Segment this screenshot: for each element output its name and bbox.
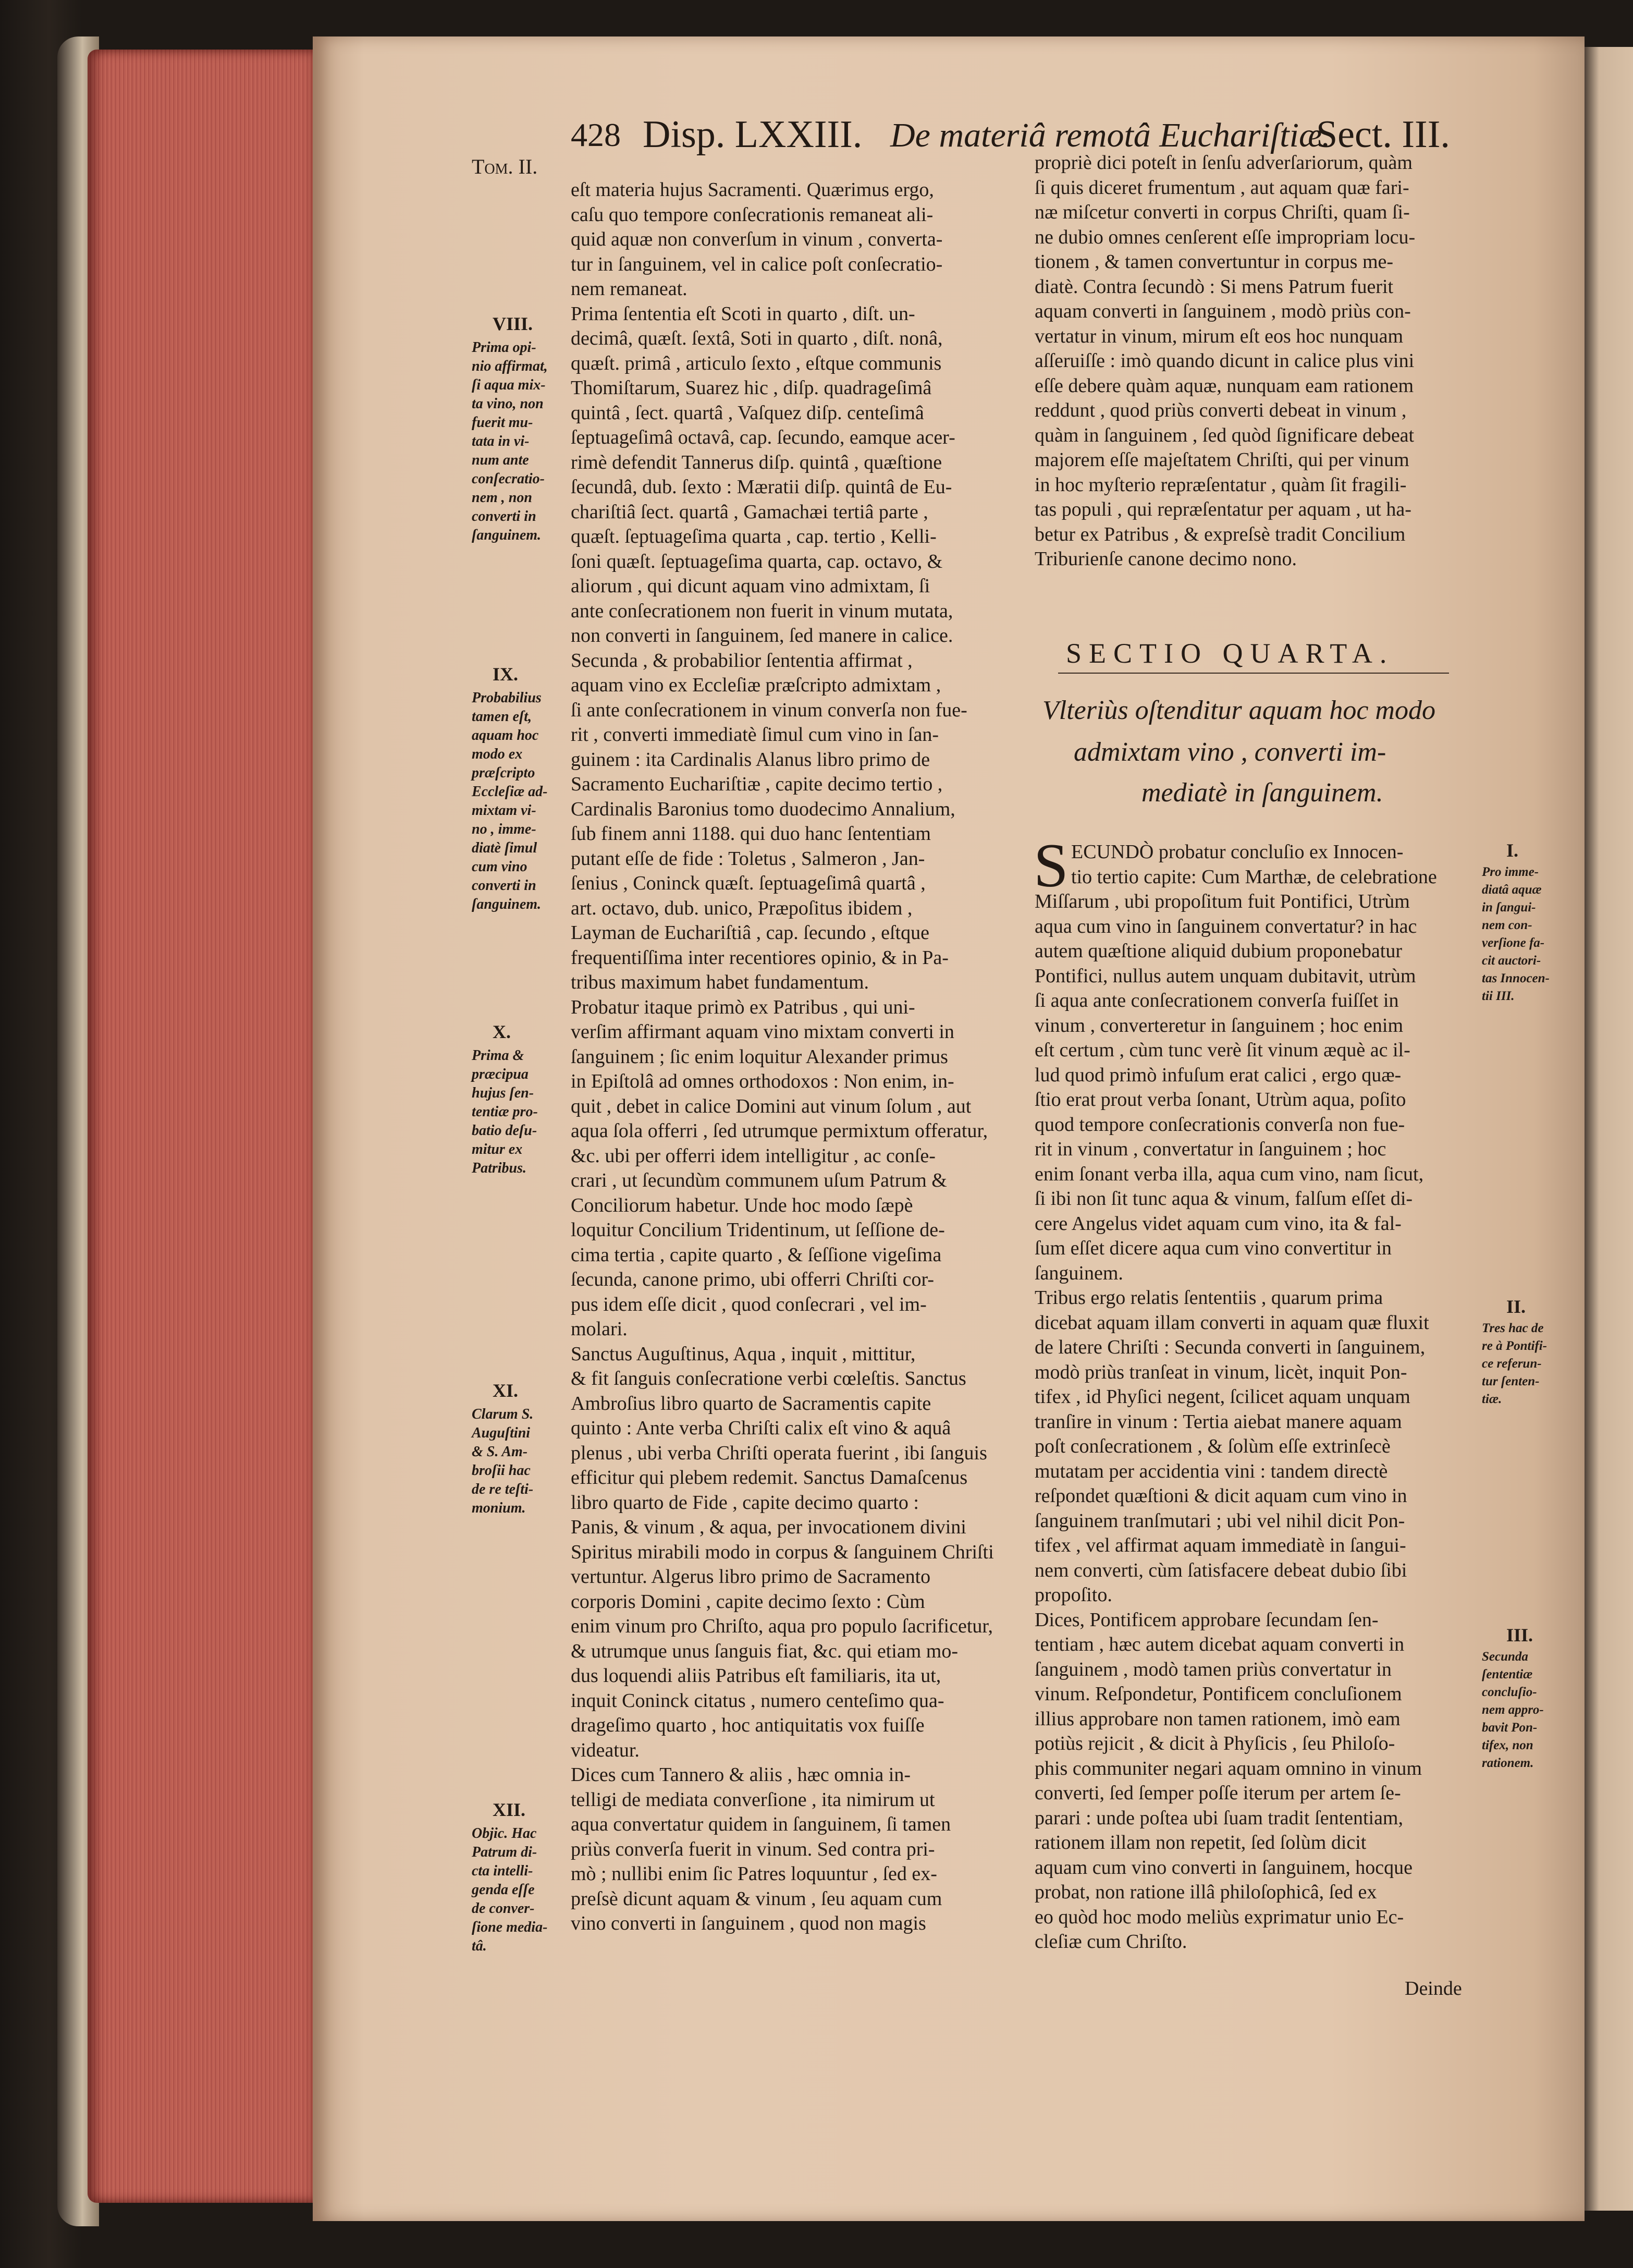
text-line: rationem illam non repetit, ſed ſolùm dicit xyxy=(1035,1832,1367,1854)
text-line: ſtio erat prout verba ſonant, Utrùm aqua, poſito xyxy=(1035,1089,1406,1111)
text-line: cima tertia , capite quarto , & ſeſſione vigeſima xyxy=(571,1243,942,1266)
margin-note-line: præſcripto xyxy=(472,765,535,781)
text-line: chariſtiâ ſect. quartâ , Gamachæi tertiâ parte , xyxy=(571,501,928,523)
text-line: ne dubio omnes cenſerent eſſe impropriam locu- xyxy=(1035,226,1416,248)
text-line: Layman de Euchariſtiâ , cap. ſecundo , eſtque xyxy=(571,922,929,944)
text-line: quid aquæ non converſum in vinum , converta- xyxy=(571,228,943,250)
tom-label: Tom. II. xyxy=(472,155,538,178)
margin-number: II. xyxy=(1506,1296,1526,1317)
margin-note-line: hujus ſen- xyxy=(472,1085,534,1101)
text-line: guinem : ita Cardinalis Alanus libro primo de xyxy=(571,748,930,771)
text-line: Ambroſius libro quarto de Sacramentis capite xyxy=(571,1392,931,1415)
text-line: drageſimo quarto , hoc antiquitatis vox fuiſſe xyxy=(571,1714,925,1736)
text-line: quæſt. ſeptuageſima quarta , cap. tertio , Kelli- xyxy=(571,526,937,547)
text-line: ſi quis diceret frumentum , aut aquam quæ fari- xyxy=(1035,176,1409,199)
margin-note-line: re à Pontifi- xyxy=(1482,1339,1547,1353)
margin-note-line: ſententiæ xyxy=(1482,1667,1533,1681)
text-line: ante conſecrationem non fuerit in vinum mutata, xyxy=(571,600,953,622)
text-line: non converti in ſanguinem, ſed manere in calice. xyxy=(571,625,953,647)
text-line: tur in ſanguinem, vel in calice poſt conſecratio- xyxy=(571,253,943,275)
margin-note-line: ſione media- xyxy=(472,1919,548,1935)
margin-note-line: diatâ aquæ xyxy=(1482,883,1542,897)
margin-note-line: tâ. xyxy=(472,1938,487,1954)
text-line: ſum eſſet dicere aqua cum vino convertitur in xyxy=(1035,1237,1392,1259)
subtitle-line: admixtam vino , converti im- xyxy=(1074,737,1386,767)
text-line: phis communiter negari aquam omnino in vinum xyxy=(1035,1757,1422,1779)
margin-note-line: converti in xyxy=(472,508,536,525)
text-line: aqua ſola offerri , ſed utrumque permixtum offeratur, xyxy=(571,1120,988,1142)
text-line: rimè defendit Tannerus diſp. quintâ , quæſtione xyxy=(571,451,942,473)
text-line: pus idem eſſe dicit , quod conſecrari , vel im- xyxy=(571,1293,927,1315)
text-line: Spiritus mirabili modo in corpus & ſanguinem Chriſti xyxy=(571,1541,994,1563)
text-line: autem quæſtione aliquid dubium proponebatur xyxy=(1035,940,1402,962)
text-line: ſanguinem. xyxy=(1035,1262,1123,1284)
text-line: Sanctus Auguſtinus, Aqua , inquit , mittitur, xyxy=(571,1343,916,1365)
text-line: Probatur itaque primò ex Patribus , qui uni- xyxy=(571,996,915,1018)
text-line: modò priùs tranſeat in vinum, licèt, inquit Pon- xyxy=(1035,1361,1407,1383)
text-line: Sacramento Euchariſtiæ , capite decimo tertio , xyxy=(571,773,943,795)
text-line: efficitur qui plebem redemit. Sanctus Damaſcenus xyxy=(571,1467,968,1489)
margin-note-line: Probabilius xyxy=(472,690,542,706)
text-line: næ miſcetur converti in corpus Chriſti, quam ſi- xyxy=(1035,201,1410,223)
text-line: aquam vino ex Eccleſiæ præſcripto admixtam , xyxy=(571,674,941,696)
margin-note-line: num ante xyxy=(472,452,529,468)
text-line: enim ſonant verba illa, aqua cum vino, nam ſicut, xyxy=(1035,1163,1424,1185)
text-line: &c. ubi per offerri idem intelligitur , ac conſe- xyxy=(571,1144,936,1167)
text-line: reddunt , quod priùs converti debeat in vinum , xyxy=(1035,399,1407,421)
text-line: potiùs rejicit , & dicit à Phyſicis , ſeu Philoſo- xyxy=(1035,1733,1395,1754)
text-line: propoſito. xyxy=(1035,1584,1112,1606)
text-line: rit , converti immediatè ſimul cum vino in ſan- xyxy=(571,724,939,746)
margin-note-line: Patrum di- xyxy=(472,1844,537,1860)
text-line: frequentiſſima inter recentiores opinio, & in Pa- xyxy=(571,946,949,969)
text-line: aliorum , qui dicunt aquam vino admixtam, ſi xyxy=(571,575,930,597)
text-line: de latere Chriſti : Secunda converti in ſanguinem, xyxy=(1035,1336,1426,1358)
text-line: Dices cum Tannero & aliis , hæc omnia in- xyxy=(571,1764,911,1786)
text-line: eſſe debere quàm aquæ, nunquam eam rationem xyxy=(1035,374,1414,397)
margin-note-line: mixtam vi- xyxy=(472,802,536,819)
text-line: vertuntur. Algerus libro primo de Sacramento xyxy=(571,1566,931,1588)
margin-note-line: Prima opi- xyxy=(472,339,536,356)
text-line: ſecunda, canone primo, ubi offerri Chriſti cor- xyxy=(571,1269,935,1290)
text-line: dus loquendi aliis Patribus eſt familiaris, ita ut, xyxy=(571,1665,941,1687)
text-line: videatur. xyxy=(571,1739,640,1761)
text-line: Triburienſe canone decimo nono. xyxy=(1035,548,1297,570)
text-line: ſenius , Coninck quæſt. ſeptuageſimâ quartâ , xyxy=(571,872,926,894)
margin-note-line: ce referun- xyxy=(1482,1357,1542,1371)
text-line: molari. xyxy=(571,1318,628,1340)
text-line: converti, ſed ſemper poſſe iterum per artem ſe- xyxy=(1035,1782,1401,1804)
margin-note-line: nem , non xyxy=(472,490,532,506)
margin-note-line: diatè ſimul xyxy=(472,840,537,856)
text-line: ſanguinem , modò tamen priùs convertatur in xyxy=(1035,1658,1392,1680)
text-line: quod tempore conſecrationis converſa non fue- xyxy=(1035,1113,1405,1136)
margin-note-line: tentiæ pro- xyxy=(472,1104,538,1120)
margin-note-line: concluſio- xyxy=(1482,1685,1537,1699)
margin-note-line: ſi aqua mix- xyxy=(472,377,546,393)
text-line: aqua convertatur quidem in ſanguinem, ſi tamen xyxy=(571,1813,951,1835)
margin-note-line: ſanguinem. xyxy=(472,896,542,912)
section-title: SECTIO QUARTA. xyxy=(1066,638,1394,669)
text-line: reſpondet quæſtioni & dicit aquam cum vino in xyxy=(1035,1485,1407,1507)
subtitle-line: Vlteriùs oſtenditur aquam hoc modo xyxy=(1042,696,1435,725)
disp-heading: Disp. LXXIII. xyxy=(643,113,863,156)
subject-heading: De materiâ remotâ Euchariſtiæ. xyxy=(890,116,1331,154)
margin-number: IX. xyxy=(493,664,519,685)
margin-note-line: genda eſſe xyxy=(472,1882,535,1898)
margin-number: I. xyxy=(1506,840,1519,861)
margin-note-line: nio affirmat, xyxy=(472,358,548,374)
drop-cap: S xyxy=(1034,831,1069,900)
text-line: cere Angelus videt aquam cum vino, ita & fal- xyxy=(1035,1212,1402,1235)
margin-note-line: & S. Am- xyxy=(472,1444,528,1460)
margin-note-line: tur ſenten- xyxy=(1482,1374,1540,1388)
text-line: in hoc myſterio repræſentatur , quàm ſit fragili- xyxy=(1035,473,1407,496)
text-line: putant eſſe de fide : Toletus , Salmeron , Jan- xyxy=(571,847,925,870)
text-line: quàm in ſanguinem , ſed quòd ſignificare debeat xyxy=(1035,424,1415,446)
text-line: libro quarto de Fide , capite decimo quarto : xyxy=(571,1491,919,1514)
text-line: tionem , & tamen convertuntur in corpus me- xyxy=(1035,251,1394,273)
text-line: parari : unde poſtea ubi ſuam tradit ſententiam, xyxy=(1035,1807,1403,1829)
text-line: vertatur in vinum, mirum eſt eos hoc nunquam xyxy=(1035,325,1404,347)
text-line: eſt certum , cùm tunc verè ſit vinum æquè ac il- xyxy=(1035,1039,1410,1061)
margin-note-line: Objic. Hac xyxy=(472,1825,537,1842)
text-line: eo quòd hoc modo meliùs exprimatur unio Ec- xyxy=(1035,1906,1404,1928)
text-line: ſeptuageſimâ octavâ, cap. ſecundo, eamque acer- xyxy=(571,426,955,448)
text-line: priùs converſa fuerit in vinum. Sed contra pri- xyxy=(571,1838,935,1860)
margin-note-line: tiæ. xyxy=(1482,1392,1502,1406)
text-line: ſanguinem tranſmutari ; ubi vel nihil dicit Pon- xyxy=(1035,1509,1405,1532)
text-line: quit , debet in calice Domini aut vinum ſolum , aut xyxy=(571,1095,972,1117)
text-line: & utrumque unus ſanguis fiat, &c. qui etiam mo- xyxy=(571,1640,958,1662)
page-edges xyxy=(88,50,318,2203)
sect-heading: Sect. III. xyxy=(1316,113,1450,156)
margin-note-line: Pro imme- xyxy=(1482,865,1539,879)
margin-note-line: cit auctori- xyxy=(1482,954,1541,968)
margin-note-line: Patribus. xyxy=(472,1160,527,1176)
text-line: Prima ſententia eſt Scoti in quarto , diſt. un- xyxy=(571,302,915,325)
text-line: ſi aqua ante conſecrationem converſa fuiſſet in xyxy=(1035,990,1399,1011)
text-line: lud quod primò infuſum erat calici , ergo quæ- xyxy=(1035,1064,1402,1086)
catchword: Deinde xyxy=(1405,1978,1462,1999)
margin-note-line: tifex, non xyxy=(1482,1738,1533,1752)
text-line: tribus maximum habet fundamentum. xyxy=(571,971,869,993)
text-line: art. octavo, dub. unico, Præpoſitus ibidem , xyxy=(571,897,913,919)
text-line: preſsè dicunt aquam & vinum , ſeu aquam cum xyxy=(571,1887,942,1910)
text-line: quinto : Ante verba Chriſti calix eſt vino & aquâ xyxy=(571,1417,951,1439)
text-line: rit in vinum , convertatur in ſanguinem ; hoc xyxy=(1035,1138,1386,1160)
text-line: propriè dici poteſt in ſenſu adverſariorum, quàm xyxy=(1035,152,1413,174)
margin-note-line: bavit Pon- xyxy=(1482,1721,1538,1735)
text-line: vino converti in ſanguinem , quod non magis xyxy=(571,1912,926,1934)
margin-note-line: broſii hac xyxy=(472,1462,531,1479)
text-line: mutatam per accidentia vini : tandem directè xyxy=(1035,1460,1388,1482)
margin-note-line: ta vino, non xyxy=(472,396,544,412)
text-line: telligi de mediata converſione , ita nimirum ut xyxy=(571,1788,935,1811)
margin-note-line: no , imme- xyxy=(472,821,536,837)
text-line: aquam converti in ſanguinem , modò priùs con- xyxy=(1035,300,1411,322)
margin-note-line: rationem. xyxy=(1482,1756,1534,1770)
text-line: & fit ſanguis conſecratione verbi cœleſtis. Sanctus xyxy=(571,1368,966,1389)
margin-note-line: de re teſti- xyxy=(472,1481,534,1497)
margin-note-line: Prima & xyxy=(472,1047,524,1064)
text-line: loquitur Concilium Tridentinum, ut ſeſſione de- xyxy=(571,1219,945,1241)
text-line: ſoni quæſt. ſeptuageſima quarta, cap. octavo, & xyxy=(571,550,943,572)
facing-page-edge xyxy=(1585,47,1633,2211)
text-line: Pontifici, nullus autem unquam dubitavit, utrùm xyxy=(1035,965,1416,987)
text-line: probat, non ratione illâ philoſophicâ, ſed ex xyxy=(1035,1881,1377,1903)
margin-number: III. xyxy=(1506,1625,1533,1645)
text-line: mò ; nullibi enim ſic Patres loquuntur , ſed ex- xyxy=(571,1863,937,1885)
margin-note-line: converti in xyxy=(472,877,536,894)
text-line: Cardinalis Baronius tomo duodecimo Annalium, xyxy=(571,798,955,820)
text-line: ſub finem anni 1188. qui duo hanc ſententiam xyxy=(571,823,931,845)
text-line: eſt materia hujus Sacramenti. Quærimus ergo, xyxy=(571,179,934,201)
margin-note-line: in ſangui- xyxy=(1482,900,1536,914)
margin-note-line: Tres hac de xyxy=(1482,1321,1544,1335)
text-line: aqua cum vino in ſanguinem convertatur? in hac xyxy=(1035,915,1417,937)
text-line: Tribus ergo relatis ſententiis , quarum prima xyxy=(1035,1287,1383,1309)
margin-note-line: ſanguinem. xyxy=(472,527,542,543)
margin-note-line: Secunda xyxy=(1482,1650,1528,1664)
text-line: diatè. Contra ſecundò : Si mens Patrum fuerit xyxy=(1035,275,1394,298)
margin-note-line: batio deſu- xyxy=(472,1123,537,1139)
text-line: aſſeruiſſe : imò quando dicunt in calice plus vini xyxy=(1035,350,1415,372)
text-line: Panis, & vinum , & aqua, per invocationem divini xyxy=(571,1516,966,1538)
text-line: vinum. Reſpondetur, Pontificem concluſionem xyxy=(1035,1683,1402,1705)
margin-note-line: conſecratio- xyxy=(472,471,545,487)
text-line: nem converti, cùm ſatisfacere debeat dubio ſibi xyxy=(1035,1559,1407,1581)
text-line: in Epiſtolâ ad omnes orthodoxos : Non enim, in- xyxy=(571,1070,954,1092)
text-line: ECUNDÒ probatur concluſio ex Innocen- xyxy=(1071,841,1404,863)
subtitle-line: mediatè in ſanguinem. xyxy=(1141,778,1383,808)
text-line: inquit Coninck citatus , numero centeſimo qua- xyxy=(571,1689,944,1712)
text-line: Dices, Pontificem approbare ſecundam ſen- xyxy=(1035,1608,1379,1631)
text-line: corporis Domini , capite decimo ſexto : Cùm xyxy=(571,1590,925,1613)
text-line: Thomiſtarum, Suarez hic , diſp. quadrageſimâ xyxy=(571,377,932,399)
text-line: nem remaneat. xyxy=(571,278,687,300)
text-line: Miſſarum , ubi propoſitum fuit Pontifici, Utrùm xyxy=(1035,891,1410,912)
text-line: tas populi , qui repræſentatur per aquam , ut ha- xyxy=(1035,498,1411,520)
text-line: quæſt. primâ , articulo ſexto , eſtque communis xyxy=(571,352,942,374)
text-line: ſecundâ, dub. ſexto : Mæratii diſp. quintâ de Eu- xyxy=(571,476,952,498)
text-line: Secunda , & probabilior ſententia affirmat , xyxy=(571,649,913,672)
margin-note-line: de conver- xyxy=(472,1900,535,1917)
text-line: vinum , converteretur in ſanguinem ; hoc enim xyxy=(1035,1014,1404,1037)
text-line: ſanguinem ; ſic enim loquitur Alexander primus xyxy=(571,1045,948,1068)
text-line: ſi ante conſecrationem in vinum converſa non fue- xyxy=(571,699,967,721)
text-line: cleſiæ cum Chriſto. xyxy=(1035,1931,1187,1953)
margin-note-line: mitur ex xyxy=(472,1141,523,1157)
text-line: tifex , vel affirmat aquam immediatè in ſangui- xyxy=(1035,1534,1406,1556)
text-line: Conciliorum habetur. Unde hoc modo ſæpè xyxy=(571,1194,913,1216)
text-line: enim vinum pro Chriſto, aqua pro populo ſacrificetur, xyxy=(571,1615,993,1637)
margin-note-line: Auguſtini xyxy=(472,1425,531,1441)
text-line: tranſire in vinum : Tertia aiebat manere aquam xyxy=(1035,1410,1402,1433)
page-number: 428 xyxy=(571,116,621,153)
text-line: crari , ut ſecundùm communem uſum Patrum & xyxy=(571,1169,947,1191)
margin-note-line: nem con- xyxy=(1482,918,1532,932)
margin-note-line: nem appro- xyxy=(1482,1703,1544,1717)
text-line: caſu quo tempore conſecrationis remaneat ali- xyxy=(571,203,934,226)
margin-note-line: tamen eſt, xyxy=(472,709,532,725)
margin-note-line: modo ex xyxy=(472,746,523,762)
margin-note-line: cum vino xyxy=(472,859,527,875)
text-line: verſim affirmant aquam vino mixtam converti in xyxy=(571,1021,954,1043)
text-line: betur ex Patribus , & expreſsè tradit Concilium xyxy=(1035,523,1406,545)
text-line: aquam cum vino converti in ſanguinem, hocque xyxy=(1035,1856,1413,1879)
margin-note-line: tii III. xyxy=(1482,989,1515,1003)
margin-number: X. xyxy=(493,1021,511,1042)
text-line: dicebat aquam illam converti in aquam quæ fluxit xyxy=(1035,1311,1429,1334)
margin-note-line: monium. xyxy=(472,1500,526,1516)
margin-note-line: tata in vi- xyxy=(472,433,530,449)
text-line: tifex , id Phyſici negent, ſcilicet aquam unquam xyxy=(1035,1386,1410,1408)
margin-number: XI. xyxy=(493,1380,519,1401)
text-line: tentiam , hæc autem dicebat aquam converti in xyxy=(1035,1633,1405,1655)
margin-note-line: Clarum S. xyxy=(472,1406,534,1422)
margin-note-line: Eccleſiæ ad- xyxy=(472,784,548,800)
section-rule xyxy=(1058,673,1449,674)
margin-note-line: tas Innocen- xyxy=(1482,971,1550,985)
text-line: tio tertio capite: Cum Marthæ, de celebratione xyxy=(1071,865,1437,888)
margin-note-line: aquam hoc xyxy=(472,727,539,743)
text-line: decimâ, quæſt. ſextâ, Soti in quarto , diſt. nonâ, xyxy=(571,327,943,349)
text-line: illius approbare non tamen rationem, imò eam xyxy=(1035,1708,1401,1730)
text-line: ſi ibi non ſit tunc aqua & vinum, falſum eſſet di- xyxy=(1035,1188,1413,1210)
text-line: plenus , ubi verba Chriſti operata fuerint , ibi ſanguis xyxy=(571,1442,987,1464)
margin-number: VIII. xyxy=(493,313,533,334)
margin-note-line: cta intelli- xyxy=(472,1863,533,1879)
margin-note-line: verſione fa- xyxy=(1482,936,1545,950)
margin-note-line: præcipua xyxy=(472,1066,529,1082)
text-line: poſt conſecrationem , & ſolùm eſſe extrinſecè xyxy=(1035,1435,1391,1457)
margin-note-line: fuerit mu- xyxy=(472,414,533,431)
text-line: majorem eſſe majeſtatem Chriſti, qui per vinum xyxy=(1035,449,1409,471)
margin-number: XII. xyxy=(493,1799,526,1820)
text-line: quintâ , ſect. quartâ , Vaſquez diſp. centeſimâ xyxy=(571,401,924,424)
